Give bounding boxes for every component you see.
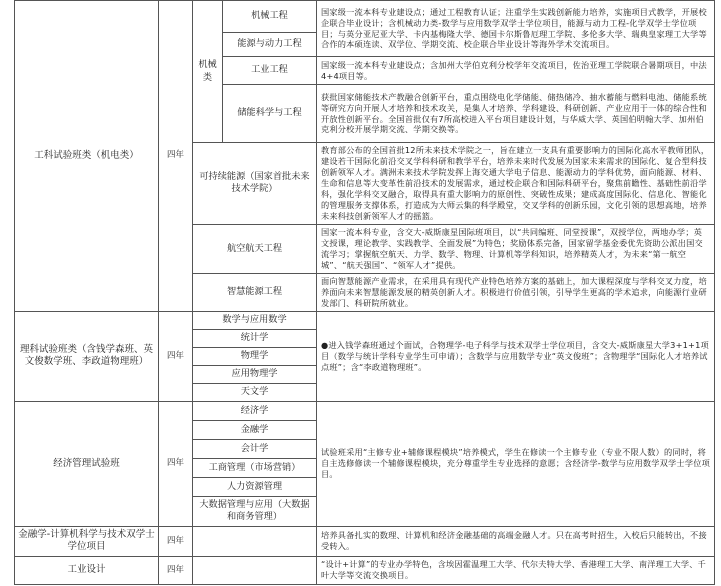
desc-fintech: 培养具备扎实的数理、计算机和经济金融基础的高端金融人才。只在高考时招生，入校后只能转出，不接受转入。 (317, 526, 715, 556)
major-economics: 经济学 (193, 401, 317, 420)
major-smart-energy: 智慧能源工程 (193, 273, 317, 311)
major-statistics: 统计学 (193, 329, 317, 347)
program-table (14, 0, 715, 585)
major-finance: 金融学 (193, 420, 317, 439)
years-economics: 四年 (159, 401, 193, 526)
major-physics: 物理学 (193, 347, 317, 365)
desc-mech-eng: 国家级一流本科专业建设点；通过工程教育认证；注重学生实践创新能力培养，实施项目式教学，开展校企联合毕业设计；含机械动力类-数学与应用数学双学士学位项目，能源与动力工程-化学双学士学位项目；与英分亚尼亚大学、卡内基梅隆大学、德国卡尔斯鲁厄理工学院、多伦多大学、瑞典皇家理工大学等合作的本硕连读、双学位、学期交流、校企联合毕业设计等海外学术交流项目。 (317, 1, 715, 57)
desc-smart-energy: 面向智慧能源产业需求，在采用具有现代产业特色培养方案的基础上，加大课程深度与学科交叉力度，培养面向未来智慧能源发展的精英创新人才。积极进行价值引领，引导学生更高的学术追求，向能源行业研发部门、科研院所就业。 (317, 273, 715, 311)
major-big-data: 大数据管理与应用（大数据和商务管理） (193, 496, 317, 526)
desc-economics: 试验班采用“主修专业+辅修课程模块”培养模式，学生在修读一个主修专业（专业不限人数）的同时，将自主选修修读一个辅修课程模块，充分尊重学生专业选择的意愿；含经济学-数学与应用数学双学士学位项目。 (317, 401, 715, 526)
group-economics: 经济管理试验班 (15, 401, 159, 526)
group-science: 理科试验班类（含钱学森班、英文俊数学班、李政道物理班） (15, 311, 159, 401)
major-aerospace: 航空航天工程 (193, 224, 317, 273)
major-industrial-eng: 工业工程 (223, 57, 317, 85)
major-hr: 人力资源管理 (193, 477, 317, 496)
group-design: 工业设计 (15, 556, 159, 584)
major-astronomy: 天文学 (193, 383, 317, 401)
group-fintech: 金融学-计算机科学与技术双学士学位项目 (15, 526, 159, 556)
major-math-applied: 数学与应用数学 (193, 311, 317, 329)
major-sustainable-energy: 可持续能源（国家首批未来技术学院） (193, 143, 317, 225)
major-applied-physics: 应用物理学 (193, 365, 317, 383)
desc-industrial-eng: 国家级一流本科专业建设点；含加州大学伯克利分校学年交流项目，佐治亚理工学院联合暑期项目，中法4+4项目等。 (317, 57, 715, 85)
major-energy-power: 能源与动力工程 (223, 33, 317, 57)
years-engineering: 四年 (159, 1, 193, 312)
major-accounting: 会计学 (193, 439, 317, 458)
desc-energy-storage: 获批国家储能技术产教融合创新平台，重点围绕电化学储能、储热储冷、抽水蓄能与燃料电池、储能系统等研究方向开展人才培养和技术攻关，是集人才培养、学科建设、科研创新、产业应用于一体的综合性和开放性创新平台。全国首批仅有7所高校进入平台项目建设计划，与华威大学、英国伯明翰大学、加州伯克利分校开展学期交流、学期交换等。 (317, 85, 715, 143)
years-design: 四年 (159, 556, 193, 584)
major-mech-eng: 机械工程 (223, 1, 317, 33)
mech-group: 机械类 (193, 1, 223, 143)
years-fintech: 四年 (159, 526, 193, 556)
major-business-admin: 工商管理（市场营销） (193, 458, 317, 477)
group-engineering: 工科试验班类（机电类） (15, 1, 159, 312)
desc-design: “设计+计算”的专业办学特色，含埃因霍温理工大学、代尔夫特大学、香港理工大学、南洋理工大学、千叶大学等交流交换项目。 (317, 556, 715, 584)
desc-sustainable-energy: 教育部公布的全国首批12所未来技术学院之一，旨在建立一支具有重要影响力的国际化高水平教师团队，建设若干国际化前沿交叉学科科研和教学平台，培养未来时代发展为国家未来需求的国际化、复合型科技创新领军人才。满洲未来技术学院发挥上海交通大学电子信息、能源动力的学科优势，面向能源、材料、生命和信息等大变革性前沿技术的发展需求，通过校企联合和国际科研平台，聚焦前瞻性、基础性前沿学科，强化学科交叉融合，取得具有重大影响力的原创性、突破性成果；建成高度国际化、信息化、智能化的管理服务支撑体系，打造成为大师云集的科学殿堂，交叉学科的创新乐园，文化引领的思想高地，培养未来科技创新领军人才的摇篮。 (317, 143, 715, 225)
program-table-wrap (14, 0, 714, 586)
desc-aerospace: 国家一流本科专业，含交大-威斯康星国际班项目，以“共同编班、同堂授课”，双授学位，两地办学；英文授课，理论教学、实践教学、全面发展”为特色；奖励体系完备，国家留学基金委优先资助公派出国交流学习；掌握航空航天、力学、数学、物理、计算机等学科知识，培养精英人才，为未来“第一航空城”、“航天强国”、“领军人才”提供。 (317, 224, 715, 273)
design-empty (193, 556, 317, 584)
years-science: 四年 (159, 311, 193, 401)
fintech-empty (193, 526, 317, 556)
desc-science: ●进入钱学森班通过个面试，合物理学-电子科学与技术双学士学位项目，含交大-威斯康星大学3+1+1项目（数学与统计学科专业学生可申请）；含数学与应用数学专业“英文俊班”；含物理学“国际化人才培养试点班”；含“李政道物理班”。 (317, 311, 715, 401)
major-energy-storage: 储能科学与工程 (223, 85, 317, 143)
